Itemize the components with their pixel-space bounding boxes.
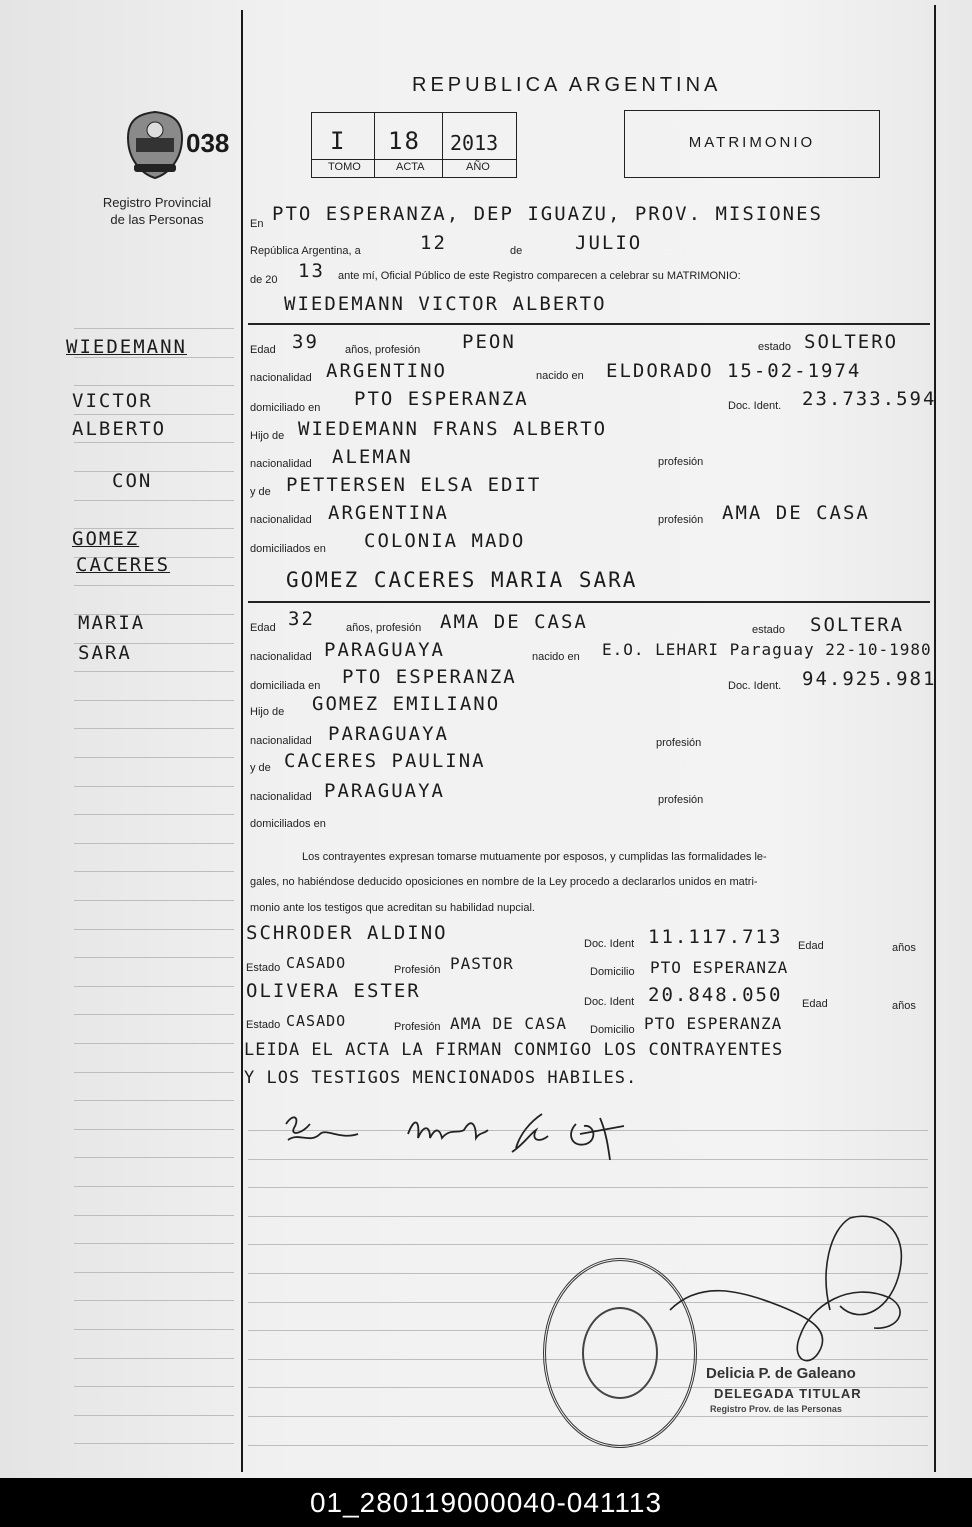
bride-birthplace-date: E.O. LEHARI Paraguay 22-10-1980 — [602, 640, 932, 659]
bride-mother: CACERES PAULINA — [284, 750, 486, 772]
bride-civil-status: SOLTERA — [810, 614, 905, 636]
anio-label: AÑO — [466, 161, 490, 173]
margin-given4: SARA — [78, 642, 132, 664]
witness2-edad-label: Edad — [802, 998, 828, 1010]
margin-rule-line — [74, 1358, 234, 1359]
margin-surname2a: GOMEZ — [72, 528, 140, 550]
margin-surname: WIEDEMANN — [66, 336, 187, 358]
anio-value: 2013 — [450, 131, 499, 155]
groom-domiciliado-label: domiciliado en — [250, 402, 321, 414]
bride-father-nac-label: nacionalidad — [250, 735, 312, 747]
bride-father: GOMEZ EMILIANO — [312, 693, 501, 715]
record-type: MATRIMONIO — [688, 134, 816, 151]
margin-rule-line — [74, 471, 234, 472]
official-name: Delicia P. de Galeano — [706, 1365, 856, 1382]
signatures-icon — [280, 1104, 640, 1168]
bride-domiciliados-label: domiciliados en — [250, 818, 326, 830]
record-type-box — [624, 110, 880, 178]
margin-given2: ALBERTO — [72, 418, 167, 440]
witness1-domicilio-label: Domicilio — [590, 966, 635, 978]
witness2-doc: 20.848.050 — [648, 984, 783, 1006]
witness1-estado-label: Estado — [246, 962, 281, 974]
margin-rule-line — [74, 1186, 234, 1187]
margin-rule-line — [74, 986, 234, 987]
margin-connector: CON — [112, 470, 153, 492]
groom-mother-profession: AMA DE CASA — [722, 502, 870, 524]
acta-label: ACTA — [396, 161, 425, 173]
groom-domiciliados-label: domiciliados en — [250, 543, 326, 555]
margin-surname2b: CACERES — [76, 554, 171, 576]
margin-rule-line — [74, 328, 234, 329]
witness1-doc: 11.117.713 — [648, 926, 783, 948]
bride-doc-label: Doc. Ident. — [728, 680, 782, 692]
margin-rule-line — [74, 1272, 234, 1273]
margin-rule-line — [74, 500, 234, 501]
margin-rule-line — [74, 814, 234, 815]
margin-rule-line — [74, 843, 234, 844]
tomo-value: I — [330, 127, 347, 155]
margin-rule-line — [74, 1129, 234, 1130]
groom-nacido-label: nacido en — [536, 370, 584, 382]
witness1-anios-label: años — [892, 942, 916, 954]
witness1-name: SCHRODER ALDINO — [246, 922, 448, 944]
groom-mother: PETTERSEN ELSA EDIT — [286, 474, 542, 496]
groom-mother-prof-label: profesión — [658, 514, 704, 526]
witness2-doc-label: Doc. Ident — [584, 996, 635, 1008]
month: JULIO — [575, 232, 643, 254]
margin-rule-line — [74, 871, 234, 872]
groom-nationality: ARGENTINO — [326, 360, 447, 382]
groom-nacionalidad-label: nacionalidad — [250, 372, 312, 384]
witness2-name: OLIVERA ESTER — [246, 980, 421, 1002]
witness1-estado: CASADO — [286, 954, 347, 972]
registry-name-line2: de las Personas — [110, 212, 204, 227]
bride-mother-prof-label: profesión — [658, 794, 704, 806]
margin-given3: MARIA — [78, 612, 146, 634]
margin-rule-line — [74, 786, 234, 787]
margin-rule-line — [74, 700, 234, 701]
registry-name-line1: Registro Provincial — [102, 195, 212, 210]
groom-profession: PEON — [462, 331, 516, 353]
bride-edad-label: Edad — [250, 622, 276, 634]
province-emblem-icon — [124, 108, 186, 182]
groom-anios-label: años, profesión — [345, 344, 421, 356]
bride-father-prof-label: profesión — [656, 737, 702, 749]
declaration-line2: gales, no habiéndose deducido oposiciones en nombre de la Ley procedo a declararlos unidos en matri- — [250, 876, 758, 888]
groom-civil-status: SOLTERO — [804, 331, 899, 353]
year-prefix: de 20 — [250, 274, 278, 286]
groom-doc-label: Doc. Ident. — [728, 400, 782, 412]
year-suffix: 13 — [298, 260, 325, 282]
witness1-prof-label: Profesión — [394, 964, 441, 976]
bride-nationality: PARAGUAYA — [324, 639, 445, 661]
groom-parents-domicile: COLONIA MADO — [364, 530, 526, 552]
republica-label: República Argentina, a — [250, 245, 361, 257]
official-office: Registro Prov. de las Personas — [710, 1404, 842, 1414]
groom-birthplace-date: ELDORADO 15-02-1974 — [606, 360, 862, 382]
margin-given1: VICTOR — [72, 390, 153, 412]
bride-separator — [248, 601, 930, 603]
margin-rule-line — [74, 1215, 234, 1216]
act-number: 038 — [186, 128, 230, 158]
bride-mother-nationality: PARAGUAYA — [324, 780, 445, 802]
groom-separator — [248, 323, 930, 325]
bride-doc: 94.925.981 — [802, 668, 937, 690]
witness2-estado: CASADO — [286, 1012, 347, 1030]
declaration-line1: Los contrayentes expresan tomarse mutuamente por esposos, y cumplidas las formalidades le- — [302, 851, 767, 863]
margin-rule-line — [74, 900, 234, 901]
bride-yde-label: y de — [250, 762, 271, 774]
margin-rule-line — [74, 1443, 234, 1444]
groom-father-prof-label: profesión — [658, 456, 704, 468]
bride-profession: AMA DE CASA — [440, 611, 588, 633]
bride-father-nationality: PARAGUAYA — [328, 723, 449, 745]
witness2-anios-label: años — [892, 1000, 916, 1012]
bride-nacionalidad-label: nacionalidad — [250, 651, 312, 663]
margin-rule-line — [74, 1100, 234, 1101]
margin-rule-line — [74, 1300, 234, 1301]
groom-father-nationality: ALEMAN — [332, 446, 413, 468]
declaration-line3: monio ante los testigos que acreditan su habilidad nupcial. — [250, 902, 535, 914]
margin-rule-line — [74, 442, 234, 443]
bride-full-name: GOMEZ CACERES MARIA SARA — [286, 568, 638, 592]
footer-code: 01_280119000040-041113 — [0, 1478, 972, 1527]
witness2-estado-label: Estado — [246, 1019, 281, 1031]
witness2-domicile: PTO ESPERANZA — [644, 1014, 783, 1033]
bride-domicile: PTO ESPERANZA — [342, 666, 517, 688]
groom-doc: 23.733.594 — [802, 388, 937, 410]
margin-rule-line — [74, 1243, 234, 1244]
margin-rule-line — [74, 1157, 234, 1158]
place: PTO ESPERANZA, DEP IGUAZU, PROV. MISIONES — [272, 203, 823, 225]
official-title: DELEGADA TITULAR — [714, 1386, 862, 1401]
body-rule-line — [248, 1445, 928, 1446]
groom-mother-nac-label: nacionalidad — [250, 514, 312, 526]
acta-value: 18 — [388, 127, 421, 155]
witness1-profession: PASTOR — [450, 954, 514, 973]
margin-rule-line — [74, 1329, 234, 1330]
margin-divider — [241, 10, 243, 1472]
margin-rule-line — [74, 1072, 234, 1073]
bride-nacido-label: nacido en — [532, 651, 580, 663]
groom-mother-nationality: ARGENTINA — [328, 502, 449, 524]
groom-age: 39 — [292, 331, 319, 353]
groom-yde-label: y de — [250, 486, 271, 498]
margin-rule-line — [74, 1386, 234, 1387]
closing-line1: LEIDA EL ACTA LA FIRMAN CONMIGO LOS CONTRAYENTES — [244, 1040, 784, 1060]
day: 12 — [420, 232, 447, 254]
tomo-acta-anio-box — [311, 112, 517, 178]
en-label: En — [250, 218, 264, 230]
bride-anios-label: años, profesión — [346, 622, 422, 634]
groom-domicile: PTO ESPERANZA — [354, 388, 529, 410]
witness1-edad-label: Edad — [798, 940, 824, 952]
body-rule-line — [248, 1187, 928, 1188]
bride-hijo-label: Hijo de — [250, 706, 285, 718]
groom-full-name: WIEDEMANN VICTOR ALBERTO — [284, 293, 607, 315]
witness2-profession: AMA DE CASA — [450, 1014, 567, 1033]
bride-domiciliada-label: domiciliada en — [250, 680, 321, 692]
witness1-doc-label: Doc. Ident — [584, 938, 635, 950]
bride-estado-label: estado — [752, 624, 786, 636]
tomo-label: TOMO — [328, 161, 361, 173]
margin-rule-line — [74, 671, 234, 672]
closing-line2: Y LOS TESTIGOS MENCIONADOS HABILES. — [244, 1068, 638, 1088]
margin-rule-line — [74, 929, 234, 930]
margin-rule-line — [74, 757, 234, 758]
ante-text: ante mí, Oficial Público de este Registro comparecen a celebrar su MATRIMONIO: — [338, 270, 741, 282]
de-label: de — [510, 245, 523, 257]
country-title: REPUBLICA ARGENTINA — [412, 74, 722, 96]
official-signature-icon — [660, 1210, 910, 1380]
witness2-domicilio-label: Domicilio — [590, 1024, 635, 1036]
margin-rule-line — [74, 728, 234, 729]
margin-rule-line — [74, 957, 234, 958]
margin-rule-line — [74, 1415, 234, 1416]
margin-rule-line — [74, 414, 234, 415]
right-border — [934, 5, 936, 1472]
margin-rule-line — [74, 585, 234, 586]
margin-rule-line — [74, 385, 234, 386]
bride-age: 32 — [288, 608, 315, 630]
groom-hijo-label: Hijo de — [250, 430, 285, 442]
groom-estado-label: estado — [758, 341, 792, 353]
groom-father: WIEDEMANN FRANS ALBERTO — [298, 418, 608, 440]
margin-rule-line — [74, 1014, 234, 1015]
bride-mother-nac-label: nacionalidad — [250, 791, 312, 803]
edad-label: Edad — [250, 344, 276, 356]
witness2-prof-label: Profesión — [394, 1021, 441, 1033]
margin-rule-line — [74, 1043, 234, 1044]
groom-father-nac-label: nacionalidad — [250, 458, 312, 470]
witness1-domicile: PTO ESPERANZA — [650, 958, 789, 977]
